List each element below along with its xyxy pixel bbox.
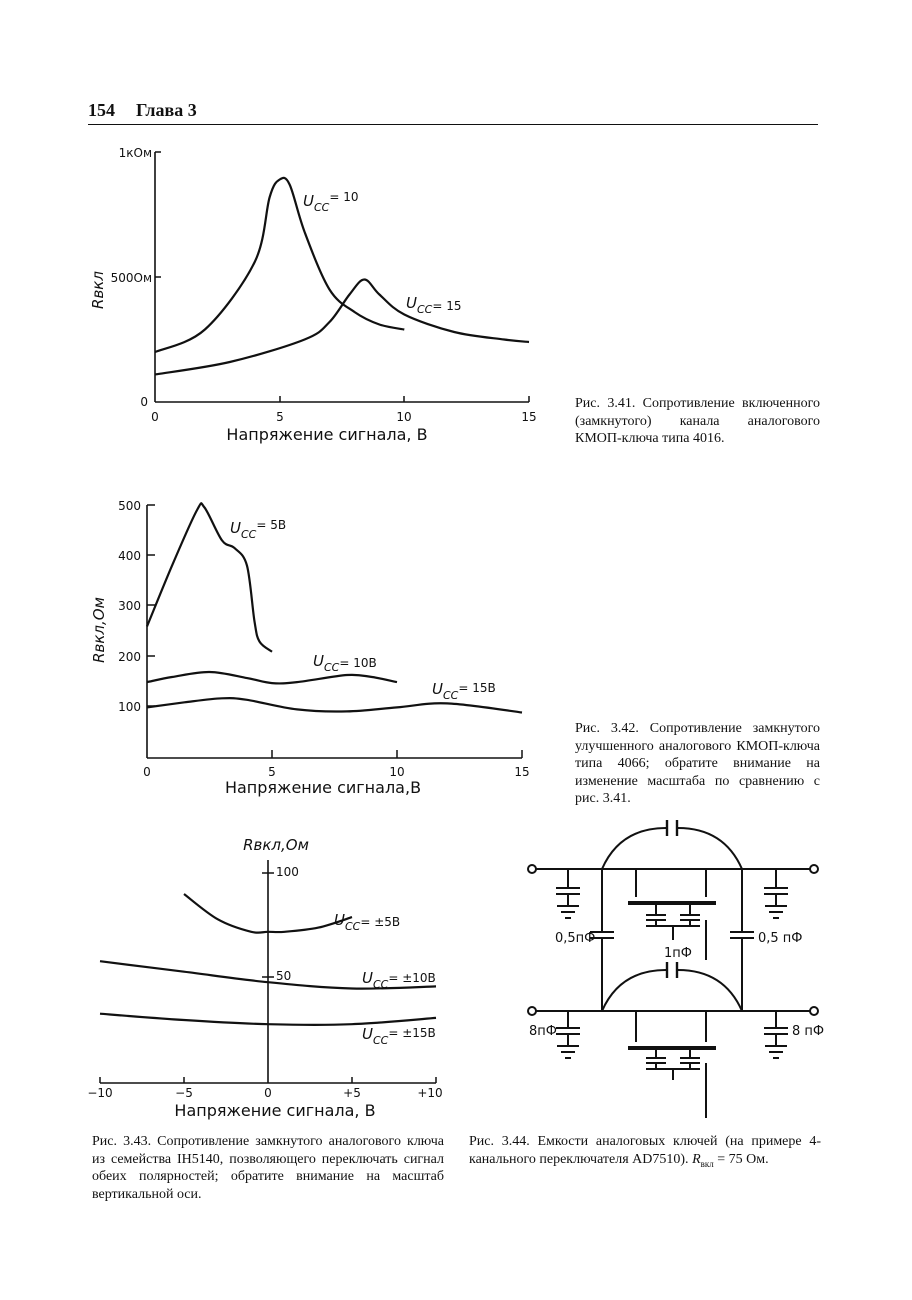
caption-fig-3-43: Рис. 3.43. Сопротивление замкнутого аналогового ключа из семейства IH5140, позволяющего переключать сигнал обеих полярностей; обратите внимание на масштаб вертикальной оси. xyxy=(92,1134,444,1202)
series-label: $U_{СС}^{= 10}$ xyxy=(303,190,359,214)
series-line-ucc-10 xyxy=(155,178,404,352)
x-tick-label: 0 xyxy=(264,1086,272,1100)
x-tick-label: +5 xyxy=(343,1086,361,1100)
terminal-icon xyxy=(810,865,818,873)
y-tick-label: 200 xyxy=(118,650,141,664)
cap-label: 0,5 пФ xyxy=(758,931,803,946)
x-tick-label: 15 xyxy=(521,410,537,424)
x-tick-label: 0 xyxy=(143,765,151,779)
series-label: $U_{СС}^{= 5В}$ xyxy=(230,518,287,541)
chapter-title: Глава 3 xyxy=(136,100,197,120)
cap-label: 8пФ xyxy=(529,1024,557,1039)
terminal-icon xyxy=(810,1007,818,1015)
series-label: $U_{СС}^{= \pm 15В}$ xyxy=(362,1025,436,1047)
x-tick-label: +10 xyxy=(417,1086,443,1100)
y-axis-label: Rвкл,Ом xyxy=(243,836,309,854)
x-axis-label: Напряжение сигнала, В xyxy=(226,425,428,444)
y-axis-label: Rвкл xyxy=(89,271,107,309)
figure-3-42-chart xyxy=(90,499,530,797)
arc-wire xyxy=(678,828,742,869)
x-tick-label: 0 xyxy=(151,410,159,424)
r-subscript: вкл xyxy=(700,1158,714,1169)
y-tick-label: 500Ом xyxy=(110,271,152,285)
y-tick-label: 500 xyxy=(118,499,141,513)
x-tick-label: −10 xyxy=(87,1086,113,1100)
terminal-icon xyxy=(528,1007,536,1015)
figure-3-43-chart xyxy=(87,836,442,1120)
x-tick-label: 10 xyxy=(396,410,412,424)
series-label: $U_{СС}^{= \pm 10В}$ xyxy=(362,969,436,991)
circuit-labels xyxy=(529,931,824,1039)
series-line-ucc-10v xyxy=(147,672,397,683)
series-line-ucc-15 xyxy=(155,280,529,375)
series-line-ucc-5v xyxy=(147,503,272,651)
figure-3-44-circuit xyxy=(528,820,818,1118)
series-label: $U_{СС}^{= 10В}$ xyxy=(313,652,377,674)
x-axis-label: Напряжение сигнала,В xyxy=(224,778,422,797)
cap-label: 8 пФ xyxy=(792,1024,825,1039)
series-line-ucc-15v xyxy=(147,698,522,712)
caption-fig-3-42: Рис. 3.42. Сопротивление замкнутого улучшенного аналогового КМОП-ключа типа 4066; обратите внимание на изменение масштаба по сравнению с рис. 3.41. xyxy=(575,721,820,806)
y-tick-label: 400 xyxy=(118,549,141,563)
r-value: = 75 Ом. xyxy=(713,1151,769,1167)
x-axis-label: Напряжение сигнала, В xyxy=(174,1101,376,1120)
y-tick-label: 0 xyxy=(140,395,148,409)
caption-fig-3-44-text: Рис. 3.44. Емкости аналоговых ключей (на примере 4-канального переключателя AD7510). xyxy=(469,1134,821,1167)
arc-wire xyxy=(602,828,666,869)
series-label: $U_{СС}^{= 15В}$ xyxy=(432,680,496,702)
y-axis-label: Rвкл,Ом xyxy=(90,597,108,663)
caption-fig-3-44 xyxy=(469,1133,821,1173)
y-tick-label: 1кОм xyxy=(118,146,152,160)
page-number: 154 xyxy=(88,100,115,120)
y-tick-label: 100 xyxy=(276,865,299,879)
cap-label: 0,5пФ xyxy=(555,931,596,946)
series-label: $U_{СС}^{= 15}$ xyxy=(406,294,462,316)
cap-label: 1пФ xyxy=(664,946,692,961)
y-tick-label: 100 xyxy=(118,700,141,714)
y-tick-label: 300 xyxy=(118,599,141,613)
r-symbol: R xyxy=(692,1151,701,1167)
x-tick-label: 15 xyxy=(514,765,530,779)
x-tick-label: 10 xyxy=(389,765,405,779)
x-tick-label: −5 xyxy=(175,1086,193,1100)
caption-fig-3-41: Рис. 3.41. Сопротивление включенного (замкнутого) канала аналогового КМОП-ключа типа 4016. xyxy=(575,396,820,446)
figure-3-41-chart xyxy=(89,146,537,444)
terminal-icon xyxy=(528,865,536,873)
series-label: $U_{СС}^{= \pm 5В}$ xyxy=(334,911,401,933)
y-tick-label: 50 xyxy=(276,969,292,983)
x-tick-label: 5 xyxy=(268,765,276,779)
x-tick-label: 5 xyxy=(276,410,284,424)
